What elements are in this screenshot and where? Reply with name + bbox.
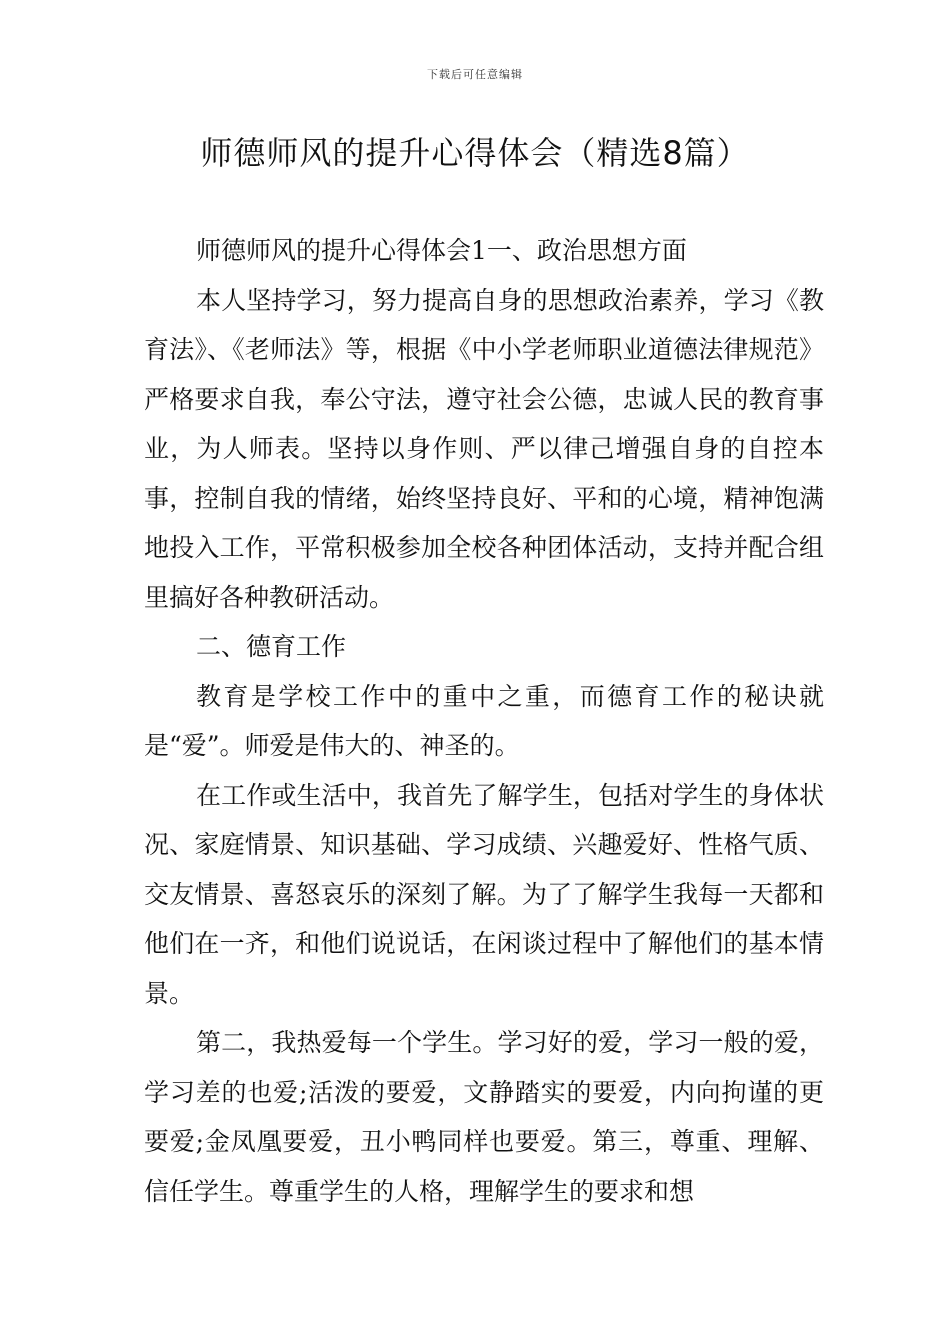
- paragraph-section-heading: 师德师风的提升心得体会1一、政治思想方面: [196, 236, 687, 265]
- paragraph: 在工作或生活中，我首先了解学生，包括对学生的身体状况、家庭情景、知识基础、学习成绩、兴趣爱好、性格气质、交友情景、喜怒哀乐的深刻了解。为了了解学生我每一天都和他们在一齐，和他们说说话，在闲谈过程中了解他们的基本情景。: [144, 780, 824, 1008]
- document-title: 师德师风的提升心得体会（精选8篇）: [200, 134, 750, 172]
- paragraph: 教育是学校工作中的重中之重，而德育工作的秘诀就是“爱”。师爱是伟大的、神圣的。: [144, 681, 824, 760]
- header-note: 下载后可任意编辑: [427, 68, 523, 81]
- paragraph-section-heading: 二、德育工作: [196, 632, 347, 661]
- document-body: [144, 226, 824, 1216]
- paragraph: 本人坚持学习，努力提高自身的思想政治素养，学习《教育法》、《老师法》等，根据《中小学老师职业道德法律规范》严格要求自我，奉公守法，遵守社会公德，忠诚人民的教育事业，为人师表。坚持以身作则、严以律己增强自身的自控本事，控制自我的情绪，始终坚持良好、平和的心境，精神饱满地投入工作，平常积极参加全校各种团体活动，支持并配合组里搞好各种教研活动。: [144, 285, 824, 612]
- paragraph: 第二，我热爱每一个学生。学习好的爱，学习一般的爱，学习差的也爱;活泼的要爱，文静踏实的要爱，内向拘谨的更要爱;金凤凰要爱，丑小鸭同样也要爱。第三，尊重、理解、信任学生。尊重学生的人格，理解学生的要求和想: [144, 1028, 824, 1206]
